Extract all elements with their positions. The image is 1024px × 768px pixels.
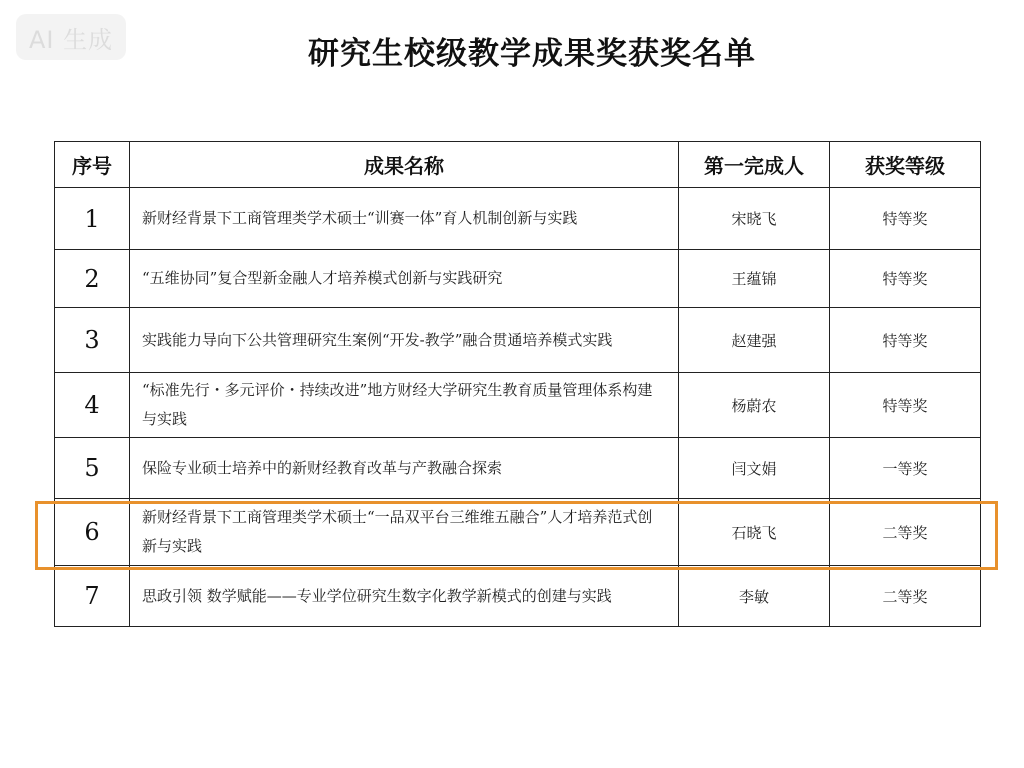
row-award-level: 特等奖 (830, 373, 981, 438)
row-achievement-name: 实践能力导向下公共管理研究生案例“开发-教学”融合贯通培养模式实践 (130, 308, 679, 373)
awards-table (54, 141, 981, 627)
row-first-person: 王蕴锦 (679, 250, 830, 308)
row-achievement-name: 新财经背景下工商管理类学术硕士“训赛一体”育人机制创新与实践 (130, 188, 679, 250)
row-award-level: 一等奖 (830, 438, 981, 499)
table-row-highlighted (55, 499, 981, 566)
row-achievement-name: 思政引领 数学赋能——专业学位研究生数字化教学新模式的创建与实践 (130, 566, 679, 627)
row-no: 7 (55, 566, 130, 627)
row-first-person: 李敏 (679, 566, 830, 627)
table-row (55, 250, 981, 308)
header-no: 序号 (55, 142, 130, 188)
row-achievement-name: “五维协同”复合型新金融人才培养模式创新与实践研究 (130, 250, 679, 308)
row-achievement-name: 保险专业硕士培养中的新财经教育改革与产教融合探索 (130, 438, 679, 499)
row-achievement-name: “标准先行・多元评价・持续改进”地方财经大学研究生教育质量管理体系构建与实践 (130, 373, 679, 438)
row-award-level: 特等奖 (830, 188, 981, 250)
row-no: 6 (55, 499, 130, 566)
row-award-level: 特等奖 (830, 250, 981, 308)
row-no: 4 (55, 373, 130, 438)
row-first-person: 赵建强 (679, 308, 830, 373)
table-row (55, 188, 981, 250)
row-first-person: 石晓飞 (679, 499, 830, 566)
table-row (55, 308, 981, 373)
row-no: 3 (55, 308, 130, 373)
row-first-person: 杨蔚农 (679, 373, 830, 438)
row-award-level: 二等奖 (830, 499, 981, 566)
header-name: 成果名称 (130, 142, 679, 188)
table-row (55, 438, 981, 499)
page-title: 研究生校级教学成果奖获奖名单 (308, 36, 756, 72)
header-level: 获奖等级 (830, 142, 981, 188)
row-no: 5 (55, 438, 130, 499)
row-first-person: 闫文娟 (679, 438, 830, 499)
header-person: 第一完成人 (679, 142, 830, 188)
row-achievement-name: 新财经背景下工商管理类学术硕士“一品双平台三维维五融合”人才培养范式创新与实践 (130, 499, 679, 566)
row-no: 1 (55, 188, 130, 250)
row-first-person: 宋晓飞 (679, 188, 830, 250)
row-award-level: 特等奖 (830, 308, 981, 373)
row-no: 2 (55, 250, 130, 308)
table-header-row (55, 142, 981, 188)
row-award-level: 二等奖 (830, 566, 981, 627)
table-row (55, 373, 981, 438)
table-row (55, 566, 981, 627)
ai-generated-badge: AI 生成 (16, 14, 126, 60)
